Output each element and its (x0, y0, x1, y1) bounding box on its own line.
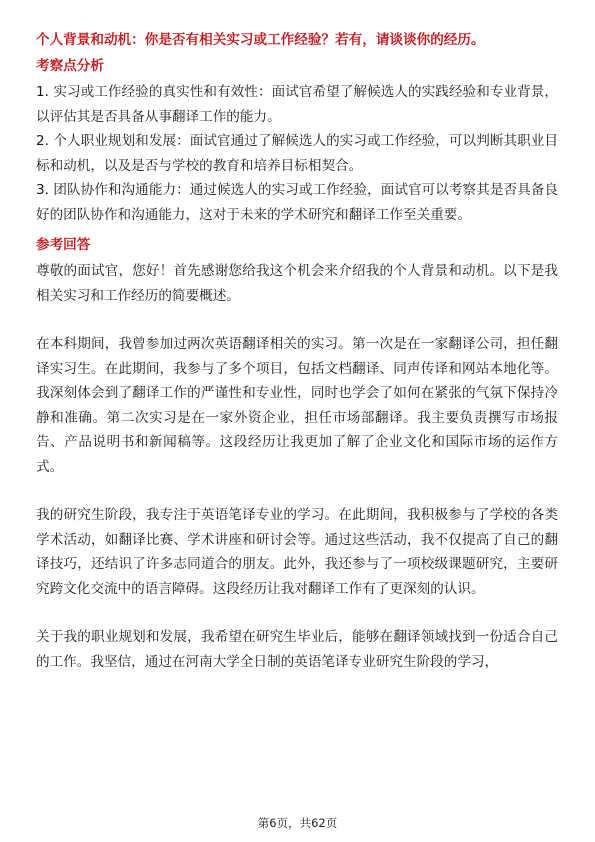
page-number-footer: 第6页，共62页 (257, 816, 338, 830)
answer-paragraph: 在本科期间，我曾参加过两次英语翻译相关的实习。第一次是在一家翻译公司，担任翻译实习生。在此期间，我参与了多个项目，包括文档翻译、同声传译和网站本地化等。我深刻体会到了翻译工作的严谨性和专业性，同时也学会了如何在紧张的气氛下保持冷静和准确。第二次实习是在一家外资企业，担任市场部翻译。我主要负责撰写市场报告、产品说明书和新闻稿等。这段经历让我更加了解了企业文化和国际市场的运作方式。 (36, 336, 558, 475)
answer-title: 参考回答 (36, 237, 91, 253)
analysis-point: 3. 团队协作和沟通能力：通过候选人的实习或工作经验，面试官可以考察其是否具备良好的团队协作和沟通能力，这对于未来的学术研究和翻译工作至关重要。 (36, 182, 558, 223)
answer-paragraph: 关于我的职业规划和发展，我希望在研究生毕业后，能够在翻译领域找到一份适合自己的工作。我坚信，通过在河南大学全日制的英语笔译专业研究生阶段的学习， (36, 629, 558, 670)
answer-paragraph: 尊敬的面试官，您好！首先感谢您给我这个机会来介绍我的个人背景和动机。以下是我相关实习和工作经历的简要概述。 (36, 263, 558, 304)
paragraph-spacer (36, 479, 558, 503)
question-heading: 个人背景和动机：你是否有相关实习或工作经验？若有，请谈谈你的经历。 (36, 32, 485, 48)
paragraph-spacer (36, 601, 558, 625)
analysis-title: 考察点分析 (36, 58, 104, 74)
page-content (36, 30, 558, 674)
answer-paragraph: 我的研究生阶段，我专注于英语笔译专业的学习。在此期间，我积极参与了学校的各类学术活动，如翻译比赛、学术讲座和研讨会等。通过这些活动，我不仅提高了自己的翻译技巧，还结识了许多志同道合的朋友。此外，我还参与了一项校级课题研究，主要研究跨文化交流中的语言障碍。这段经历让我对翻译工作有了更深刻的认识。 (36, 507, 558, 597)
analysis-point: 2. 个人职业规划和发展：面试官通过了解候选人的实习或工作经验，可以判断其职业目标和动机，以及是否与学校的教育和培养目标相契合。 (36, 133, 558, 174)
paragraph-spacer (36, 308, 558, 332)
analysis-point: 1. 实习或工作经验的真实性和有效性：面试官希望了解候选人的实践经验和专业背景，以评估其是否具备从事翻译工作的能力。 (36, 84, 558, 125)
